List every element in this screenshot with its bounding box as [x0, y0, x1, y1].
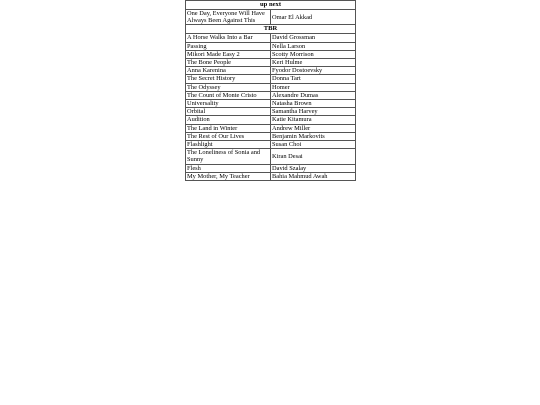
book-title-cell: The Bone People — [186, 59, 271, 67]
reading-list-table — [185, 0, 356, 181]
book-author-cell: Andrew Miller — [271, 124, 356, 132]
book-title-cell: The Secret History — [186, 75, 271, 83]
book-row — [186, 124, 356, 132]
book-title-cell: Passing — [186, 42, 271, 50]
book-title-cell: The Loneliness of Sonia and Sunny — [186, 149, 271, 164]
book-author-cell: Samantha Harvey — [271, 108, 356, 116]
book-author-cell: Donna Tart — [271, 75, 356, 83]
book-row — [186, 149, 356, 164]
book-row — [186, 10, 356, 25]
book-author-cell: Kiran Desai — [271, 149, 356, 164]
book-row — [186, 100, 356, 108]
book-author-cell: Bahia Mahmud Awah — [271, 172, 356, 180]
book-row — [186, 59, 356, 67]
book-author-cell: Keri Hulme — [271, 59, 356, 67]
book-author-cell: Scotty Morrison — [271, 50, 356, 58]
book-title-cell: Orbital — [186, 108, 271, 116]
book-title-cell: Audition — [186, 116, 271, 124]
book-row — [186, 116, 356, 124]
book-author-cell: Benjamin Markovits — [271, 132, 356, 140]
book-title-cell: A Horse Walks Into a Bar — [186, 34, 271, 42]
book-row — [186, 83, 356, 91]
book-row — [186, 108, 356, 116]
book-title-cell: Anna Karenina — [186, 67, 271, 75]
book-author-cell: Fyodor Dostoevsky — [271, 67, 356, 75]
book-row — [186, 67, 356, 75]
book-row — [186, 141, 356, 149]
book-author-cell: Nella Larson — [271, 42, 356, 50]
book-author-cell: Susan Choi — [271, 141, 356, 149]
book-row — [186, 164, 356, 172]
section-heading: TBR — [186, 25, 356, 34]
book-title-cell: Flashlight — [186, 141, 271, 149]
book-row — [186, 172, 356, 180]
section-header-row — [186, 25, 356, 34]
book-row — [186, 91, 356, 99]
book-title-cell: The Odyssey — [186, 83, 271, 91]
book-title-cell: One Day, Everyone Will Have Always Been Against This — [186, 10, 271, 25]
book-row — [186, 75, 356, 83]
reading-list-body — [186, 1, 356, 181]
book-title-cell: Mikori Made Easy 2 — [186, 50, 271, 58]
book-title-cell: The Count of Monte Cristo — [186, 91, 271, 99]
book-title-cell: Universality — [186, 100, 271, 108]
book-author-cell: David Szalay — [271, 164, 356, 172]
book-row — [186, 132, 356, 140]
book-row — [186, 50, 356, 58]
book-title-cell: Flesh — [186, 164, 271, 172]
book-row — [186, 42, 356, 50]
book-author-cell: Alexandre Dumas — [271, 91, 356, 99]
book-title-cell: The Land in Winter — [186, 124, 271, 132]
book-author-cell: Katie Kitamura — [271, 116, 356, 124]
book-title-cell: The Rest of Our Lives — [186, 132, 271, 140]
book-author-cell: Natasha Brown — [271, 100, 356, 108]
book-author-cell: David Grossman — [271, 34, 356, 42]
book-title-cell: My Mother, My Teacher — [186, 172, 271, 180]
section-heading: up next — [186, 1, 356, 10]
book-author-cell: Homer — [271, 83, 356, 91]
book-author-cell: Omar El Akkad — [271, 10, 356, 25]
section-header-row — [186, 1, 356, 10]
book-row — [186, 34, 356, 42]
